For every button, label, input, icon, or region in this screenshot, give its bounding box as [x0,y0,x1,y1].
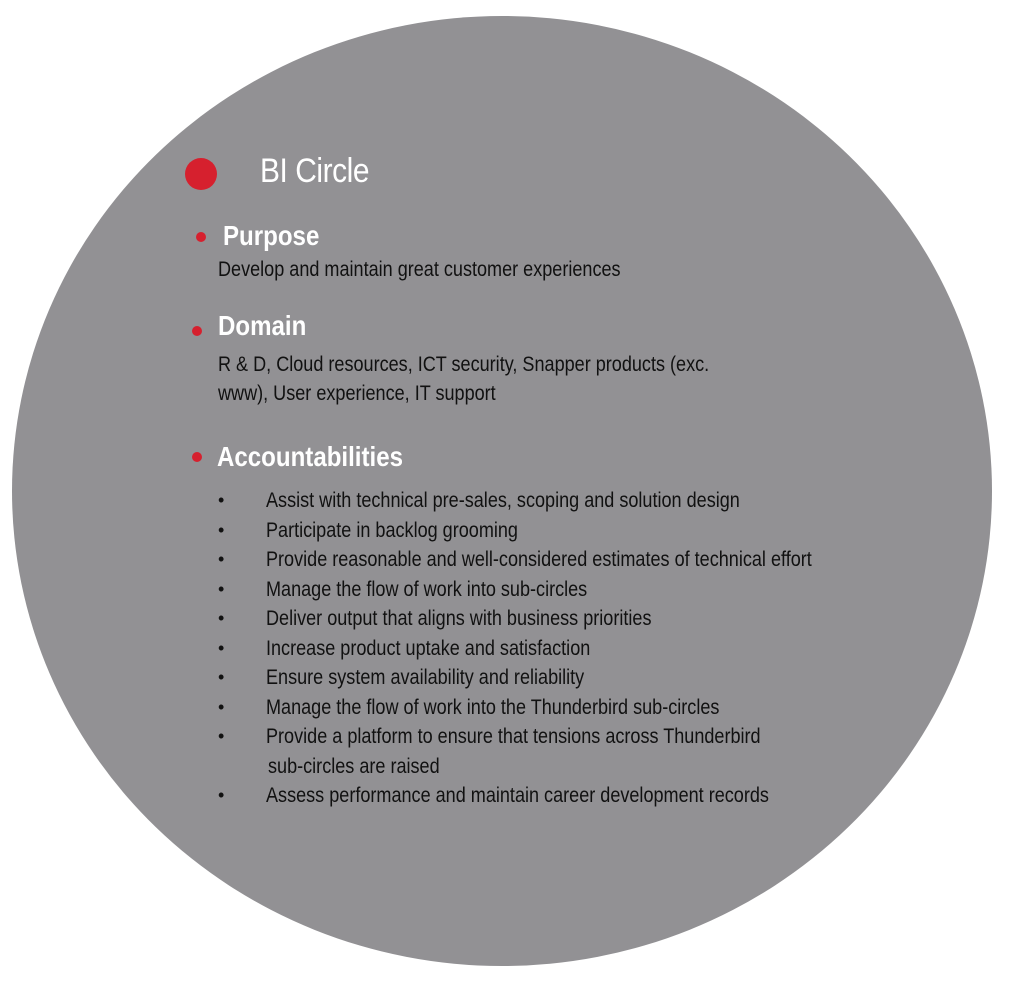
list-item-text: Manage the flow of work into the Thunderbird sub-circles [266,695,720,719]
list-item-text-continuation: sub-circles are raised [268,754,440,778]
list-bullet: • [218,637,225,658]
list-bullet: • [218,578,225,599]
domain-heading: Domain [218,310,307,341]
domain-text-line2: www), User experience, IT support [218,382,496,405]
list-bullet: • [218,608,225,628]
list-item-text: Participate in backlog grooming [266,518,518,542]
accountabilities-bullet-dot [192,452,202,462]
domain-text-line1: R & D, Cloud resources, ICT security, Snapper products (exc. [218,353,710,376]
list-item-text: Assist with technical pre-sales, scoping and solution design [266,489,740,512]
list-item-text: Deliver output that aligns with business priorities [266,607,652,630]
purpose-bullet-dot [196,232,206,242]
list-bullet: • [218,726,225,746]
list-item-text: Provide a platform to ensure that tensions across Thunderbird [266,725,761,748]
accountabilities-heading: Accountabilities [217,441,403,472]
list-item-text: Ensure system availability and reliability [266,666,585,689]
list-bullet: • [218,549,225,569]
list-bullet: • [218,785,225,805]
purpose-heading: Purpose [223,220,320,251]
list-bullet: • [218,696,225,717]
domain-bullet-dot [192,326,202,336]
list-bullet: • [218,490,225,510]
list-bullet: • [218,519,225,540]
list-item-text: Increase product uptake and satisfaction [266,636,591,660]
list-bullet: • [218,667,225,687]
list-item-text: Provide reasonable and well-considered estimates of technical effort [266,548,812,571]
purpose-text: Develop and maintain great customer experiences [218,258,621,281]
title-red-dot [185,158,217,190]
circle-title: BI Circle [260,152,370,190]
list-item-text: Manage the flow of work into sub-circles [266,577,588,601]
list-item-text: Assess performance and maintain career development records [266,784,769,807]
